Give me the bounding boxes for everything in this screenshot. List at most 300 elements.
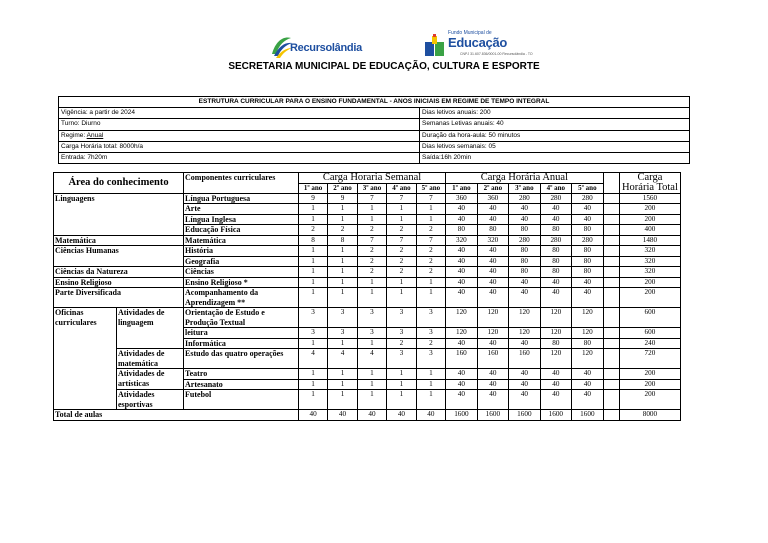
header-spacer [603, 173, 619, 194]
weekly-cell: 2 [416, 246, 445, 257]
annual-cell: 80 [572, 256, 604, 267]
annual-cell: 40 [540, 390, 571, 410]
annual-cell: 80 [509, 267, 540, 278]
annual-cell: 40 [446, 288, 477, 308]
annual-cell: 80 [540, 267, 571, 278]
info-left: Turno: Diurno [59, 119, 420, 130]
annual-cell: 40 [509, 214, 540, 225]
table-row [54, 246, 681, 257]
annual-cell: 40 [477, 204, 508, 215]
annual-cell: 40 [446, 277, 477, 288]
header-weekly: Carga Horaria Semanal [298, 173, 445, 184]
annual-cell: 280 [540, 193, 571, 204]
annual-cell: 40 [446, 246, 477, 257]
info-right: Duração da hora-aula: 50 minutos [420, 130, 690, 141]
weekly-cell: 3 [387, 308, 416, 328]
total-cell: 400 [619, 225, 680, 236]
component-cell: Língua Portuguesa [184, 193, 299, 204]
weekly-cell: 1 [328, 246, 357, 257]
annual-cell: 320 [446, 235, 477, 246]
weekly-cell: 3 [387, 328, 416, 339]
annual-cell: 80 [509, 246, 540, 257]
weekly-cell: 1 [298, 204, 327, 215]
spacer-cell [603, 267, 619, 278]
weekly-cell: 1 [387, 214, 416, 225]
header-logos [0, 30, 768, 64]
weekly-cell: 7 [387, 193, 416, 204]
header-area: Área do conhecimento [54, 173, 184, 194]
weekly-cell: 1 [416, 277, 445, 288]
spacer-cell [603, 246, 619, 257]
info-row [59, 141, 690, 152]
info-row [59, 130, 690, 141]
weekly-cell: 3 [328, 328, 357, 339]
weekly-cell: 1 [416, 379, 445, 390]
annual-cell: 160 [477, 349, 508, 369]
weekly-cell: 1 [387, 369, 416, 380]
total-weekly: 40 [387, 410, 416, 421]
weekly-cell: 2 [387, 246, 416, 257]
info-table [58, 96, 690, 164]
weekly-cell: 4 [298, 349, 327, 369]
grand-total: 8000 [619, 410, 680, 421]
annual-cell: 120 [446, 308, 477, 328]
weekly-cell: 1 [357, 390, 386, 410]
weekly-cell: 1 [298, 267, 327, 278]
spacer-cell [603, 225, 619, 236]
total-cell: 200 [619, 379, 680, 390]
annual-cell: 40 [572, 277, 604, 288]
weekly-cell: 1 [298, 288, 327, 308]
annual-cell: 40 [446, 369, 477, 380]
annual-cell: 80 [477, 225, 508, 236]
annual-cell: 80 [540, 225, 571, 236]
area-cell: Ensino Religioso [54, 277, 184, 288]
weekly-cell: 8 [328, 235, 357, 246]
weekly-cell: 1 [357, 204, 386, 215]
spacer-cell [603, 338, 619, 349]
spacer-cell [603, 410, 619, 421]
annual-cell: 40 [477, 379, 508, 390]
annual-cell: 40 [540, 288, 571, 308]
curriculum-table [53, 172, 681, 421]
header-components: Componentes curriculares [184, 173, 299, 194]
weekly-cell: 3 [298, 308, 327, 328]
component-cell: Ensino Religioso * [184, 277, 299, 288]
weekly-cell: 3 [387, 349, 416, 369]
spacer-cell [603, 256, 619, 267]
total-cell: 200 [619, 369, 680, 380]
spacer-cell [603, 369, 619, 380]
weekly-cell: 1 [328, 267, 357, 278]
logo-right-sub: CNPJ 31.607.836/0001-00 Recursolândia - TO [460, 52, 533, 56]
weekly-cell: 2 [416, 338, 445, 349]
annual-cell: 40 [446, 338, 477, 349]
spacer-cell [603, 288, 619, 308]
year-header: 2º ano [477, 183, 508, 193]
header-row [54, 173, 681, 184]
table-row [54, 277, 681, 288]
org-title: SECRETARIA MUNICIPAL DE EDUCAÇÃO, CULTURA E ESPORTE [228, 61, 540, 72]
total-row [54, 410, 681, 421]
annual-cell: 40 [477, 267, 508, 278]
annual-cell: 120 [446, 328, 477, 339]
annual-cell: 80 [509, 256, 540, 267]
weekly-cell: 1 [298, 369, 327, 380]
annual-cell: 80 [540, 256, 571, 267]
weekly-cell: 1 [298, 390, 327, 410]
annual-cell: 40 [540, 369, 571, 380]
annual-cell: 40 [572, 204, 604, 215]
total-cell: 320 [619, 267, 680, 278]
weekly-cell: 3 [298, 328, 327, 339]
weekly-cell: 2 [328, 225, 357, 236]
info-title: ESTRUTURA CURRICULAR PARA O ENSINO FUNDAMENTAL - ANOS INICIAIS EM REGIME DE TEMPO INTEGRAL [59, 97, 690, 108]
weekly-cell: 8 [298, 235, 327, 246]
weekly-cell: 1 [298, 214, 327, 225]
annual-cell: 40 [509, 338, 540, 349]
annual-cell: 120 [540, 328, 571, 339]
spacer-cell [603, 193, 619, 204]
weekly-cell: 1 [298, 246, 327, 257]
weekly-cell: 1 [387, 288, 416, 308]
annual-cell: 160 [446, 349, 477, 369]
annual-cell: 80 [572, 225, 604, 236]
component-cell: Arte [184, 204, 299, 215]
annual-cell: 40 [509, 288, 540, 308]
annual-cell: 320 [477, 235, 508, 246]
annual-cell: 280 [540, 235, 571, 246]
weekly-cell: 1 [328, 277, 357, 288]
weekly-cell: 3 [357, 308, 386, 328]
annual-cell: 40 [540, 214, 571, 225]
book-icon [424, 34, 446, 60]
weekly-cell: 2 [416, 267, 445, 278]
total-weekly: 40 [298, 410, 327, 421]
annual-cell: 80 [572, 338, 604, 349]
annual-cell: 40 [509, 390, 540, 410]
total-cell: 200 [619, 214, 680, 225]
annual-cell: 40 [509, 204, 540, 215]
weekly-cell: 1 [328, 288, 357, 308]
weekly-cell: 1 [416, 204, 445, 215]
spacer-cell [603, 308, 619, 328]
total-cell: 200 [619, 288, 680, 308]
component-cell: Ciências [184, 267, 299, 278]
info-row [59, 108, 690, 119]
annual-cell: 40 [477, 338, 508, 349]
total-cell: 200 [619, 390, 680, 410]
annual-cell: 120 [572, 328, 604, 339]
weekly-cell: 1 [387, 204, 416, 215]
weekly-cell: 1 [298, 256, 327, 267]
spacer-cell [603, 390, 619, 410]
year-header: 3º ano [509, 183, 540, 193]
total-weekly: 40 [416, 410, 445, 421]
subarea-cell: Atividades de linguagem [116, 308, 183, 349]
weekly-cell: 3 [416, 328, 445, 339]
weekly-cell: 1 [298, 379, 327, 390]
year-header: 1º ano [298, 183, 327, 193]
weekly-cell: 1 [298, 277, 327, 288]
total-weekly: 40 [357, 410, 386, 421]
component-cell: Artesanato [184, 379, 299, 390]
header-annual: Carga Horária Anual [446, 173, 603, 184]
table-row [54, 349, 681, 369]
spacer-cell [603, 328, 619, 339]
component-cell: Acompanhamento da Aprendizagem ** [184, 288, 299, 308]
total-cell: 1480 [619, 235, 680, 246]
component-cell: leitura [184, 328, 299, 339]
info-right: Dias letivos semanais: 05 [420, 141, 690, 152]
regime-value: Anual [86, 131, 104, 139]
component-cell: Futebol [184, 390, 299, 410]
spacer-cell [603, 349, 619, 369]
annual-cell: 40 [572, 214, 604, 225]
annual-cell: 160 [509, 349, 540, 369]
annual-cell: 40 [477, 369, 508, 380]
total-annual: 1600 [446, 410, 477, 421]
table-row [54, 308, 681, 328]
weekly-cell: 1 [328, 204, 357, 215]
weekly-cell: 2 [387, 267, 416, 278]
info-left: Entrada: 7h20m [59, 152, 420, 163]
annual-cell: 40 [572, 369, 604, 380]
total-cell: 320 [619, 246, 680, 257]
annual-cell: 80 [540, 338, 571, 349]
header-total: Carga Horária Total [619, 173, 680, 194]
weekly-cell: 3 [357, 328, 386, 339]
year-header: 4º ano [540, 183, 571, 193]
table-row [54, 193, 681, 204]
annual-cell: 120 [540, 308, 571, 328]
weekly-cell: 2 [387, 338, 416, 349]
annual-cell: 40 [509, 369, 540, 380]
weekly-cell: 2 [357, 267, 386, 278]
annual-cell: 40 [446, 204, 477, 215]
weekly-cell: 3 [416, 308, 445, 328]
subarea-cell: Atividades esportivas [116, 390, 183, 410]
annual-cell: 40 [477, 390, 508, 410]
weekly-cell: 2 [357, 256, 386, 267]
annual-cell: 40 [446, 390, 477, 410]
year-header: 2º ano [328, 183, 357, 193]
total-cell: 240 [619, 338, 680, 349]
annual-cell: 40 [540, 277, 571, 288]
annual-cell: 280 [572, 235, 604, 246]
area-cell: Oficinas curriculares [54, 308, 117, 410]
annual-cell: 80 [572, 267, 604, 278]
weekly-cell: 1 [357, 214, 386, 225]
annual-cell: 40 [572, 379, 604, 390]
weekly-cell: 1 [328, 390, 357, 410]
table-row [54, 288, 681, 308]
annual-cell: 280 [572, 193, 604, 204]
table-row [54, 235, 681, 246]
weekly-cell: 1 [357, 288, 386, 308]
component-cell: Orientação de Estudo e Produção Textual [184, 308, 299, 328]
annual-cell: 280 [509, 193, 540, 204]
area-cell: Matemática [54, 235, 184, 246]
annual-cell: 120 [509, 328, 540, 339]
info-right: Semanas Letivas anuais: 40 [420, 119, 690, 130]
weekly-cell: 1 [387, 277, 416, 288]
annual-cell: 40 [477, 246, 508, 257]
weekly-cell: 1 [328, 369, 357, 380]
total-annual: 1600 [477, 410, 508, 421]
weekly-cell: 1 [328, 256, 357, 267]
total-annual: 1600 [509, 410, 540, 421]
weekly-cell: 7 [416, 235, 445, 246]
recursolandia-logo [270, 34, 368, 60]
area-cell: Ciências da Natureza [54, 267, 184, 278]
info-right: Dias letivos anuais: 200 [420, 108, 690, 119]
total-cell: 200 [619, 204, 680, 215]
weekly-cell: 1 [357, 369, 386, 380]
weekly-cell: 7 [416, 193, 445, 204]
weekly-cell: 1 [387, 390, 416, 410]
weekly-cell: 2 [357, 246, 386, 257]
info-row [59, 152, 690, 163]
annual-cell: 120 [509, 308, 540, 328]
table-row [54, 369, 681, 380]
component-cell: Língua Inglesa [184, 214, 299, 225]
total-cell: 200 [619, 277, 680, 288]
subarea-cell: Atividades de matemática [116, 349, 183, 369]
annual-cell: 40 [446, 267, 477, 278]
weekly-cell: 2 [387, 256, 416, 267]
component-cell: Teatro [184, 369, 299, 380]
swoosh-icon [270, 34, 292, 60]
info-row [59, 119, 690, 130]
info-right: Saída:16h 20min [420, 152, 690, 163]
weekly-cell: 1 [328, 338, 357, 349]
weekly-cell: 2 [416, 225, 445, 236]
weekly-cell: 9 [328, 193, 357, 204]
annual-cell: 40 [509, 379, 540, 390]
annual-cell: 80 [540, 246, 571, 257]
spacer-cell [603, 204, 619, 215]
annual-cell: 360 [477, 193, 508, 204]
total-cell: 720 [619, 349, 680, 369]
info-left: Carga Horária total: 8000h/a [59, 141, 420, 152]
year-header: 5º ano [572, 183, 604, 193]
annual-cell: 40 [509, 277, 540, 288]
spacer-cell [603, 235, 619, 246]
weekly-cell: 1 [416, 390, 445, 410]
logo-right-name: Educação [448, 35, 508, 50]
weekly-cell: 4 [328, 349, 357, 369]
annual-cell: 40 [446, 379, 477, 390]
component-cell: Matemática [184, 235, 299, 246]
weekly-cell: 2 [387, 225, 416, 236]
table-row [54, 267, 681, 278]
regime-label: Regime: [61, 131, 87, 139]
total-annual: 1600 [540, 410, 571, 421]
annual-cell: 40 [572, 288, 604, 308]
annual-cell: 40 [572, 390, 604, 410]
logo-left-name: Recursolândia [290, 42, 362, 54]
annual-cell: 120 [572, 349, 604, 369]
total-weekly: 40 [328, 410, 357, 421]
component-cell: História [184, 246, 299, 257]
annual-cell: 40 [477, 214, 508, 225]
weekly-cell: 4 [357, 349, 386, 369]
annual-cell: 80 [509, 225, 540, 236]
annual-cell: 80 [572, 246, 604, 257]
annual-cell: 80 [446, 225, 477, 236]
weekly-cell: 1 [328, 214, 357, 225]
annual-cell: 40 [446, 256, 477, 267]
annual-cell: 40 [477, 288, 508, 308]
weekly-cell: 9 [298, 193, 327, 204]
area-cell: Ciências Humanas [54, 246, 184, 267]
weekly-cell: 7 [357, 235, 386, 246]
year-header: 1º ano [446, 183, 477, 193]
weekly-cell: 7 [357, 193, 386, 204]
fundo-educacao-logo [424, 30, 533, 62]
annual-cell: 40 [446, 214, 477, 225]
weekly-cell: 2 [357, 225, 386, 236]
spacer-cell [603, 277, 619, 288]
annual-cell: 120 [477, 308, 508, 328]
weekly-cell: 1 [298, 338, 327, 349]
annual-cell: 120 [572, 308, 604, 328]
year-header: 3º ano [357, 183, 386, 193]
spacer-cell [603, 214, 619, 225]
total-cell: 320 [619, 256, 680, 267]
annual-cell: 120 [477, 328, 508, 339]
weekly-cell: 1 [416, 369, 445, 380]
component-cell: Educação Física [184, 225, 299, 236]
total-annual: 1600 [572, 410, 604, 421]
year-header: 5º ano [416, 183, 445, 193]
weekly-cell: 3 [416, 349, 445, 369]
total-label: Total de aulas [54, 410, 299, 421]
info-left [59, 130, 420, 141]
component-cell: Informática [184, 338, 299, 349]
area-cell: Parte Diversificada [54, 288, 184, 308]
annual-cell: 40 [477, 256, 508, 267]
annual-cell: 40 [540, 204, 571, 215]
year-header: 4º ano [387, 183, 416, 193]
info-left: Vigência: a partir de 2024 [59, 108, 420, 119]
annual-cell: 120 [540, 349, 571, 369]
logo-right-title: Fundo Municipal de [448, 30, 492, 36]
subarea-cell: Atividades de artísticas [116, 369, 183, 390]
annual-cell: 280 [509, 235, 540, 246]
weekly-cell: 1 [357, 379, 386, 390]
weekly-cell: 2 [416, 256, 445, 267]
component-cell: Estudo das quatro operações [184, 349, 299, 369]
weekly-cell: 1 [328, 379, 357, 390]
annual-cell: 40 [477, 277, 508, 288]
spacer-cell [603, 379, 619, 390]
total-cell: 1560 [619, 193, 680, 204]
annual-cell: 360 [446, 193, 477, 204]
component-cell: Geografia [184, 256, 299, 267]
weekly-cell: 3 [328, 308, 357, 328]
weekly-cell: 1 [357, 277, 386, 288]
weekly-cell: 7 [387, 235, 416, 246]
total-cell: 600 [619, 328, 680, 339]
weekly-cell: 1 [416, 288, 445, 308]
weekly-cell: 1 [387, 379, 416, 390]
annual-cell: 40 [540, 379, 571, 390]
area-cell: Linguagens [54, 193, 184, 235]
weekly-cell: 1 [416, 214, 445, 225]
total-cell: 600 [619, 308, 680, 328]
